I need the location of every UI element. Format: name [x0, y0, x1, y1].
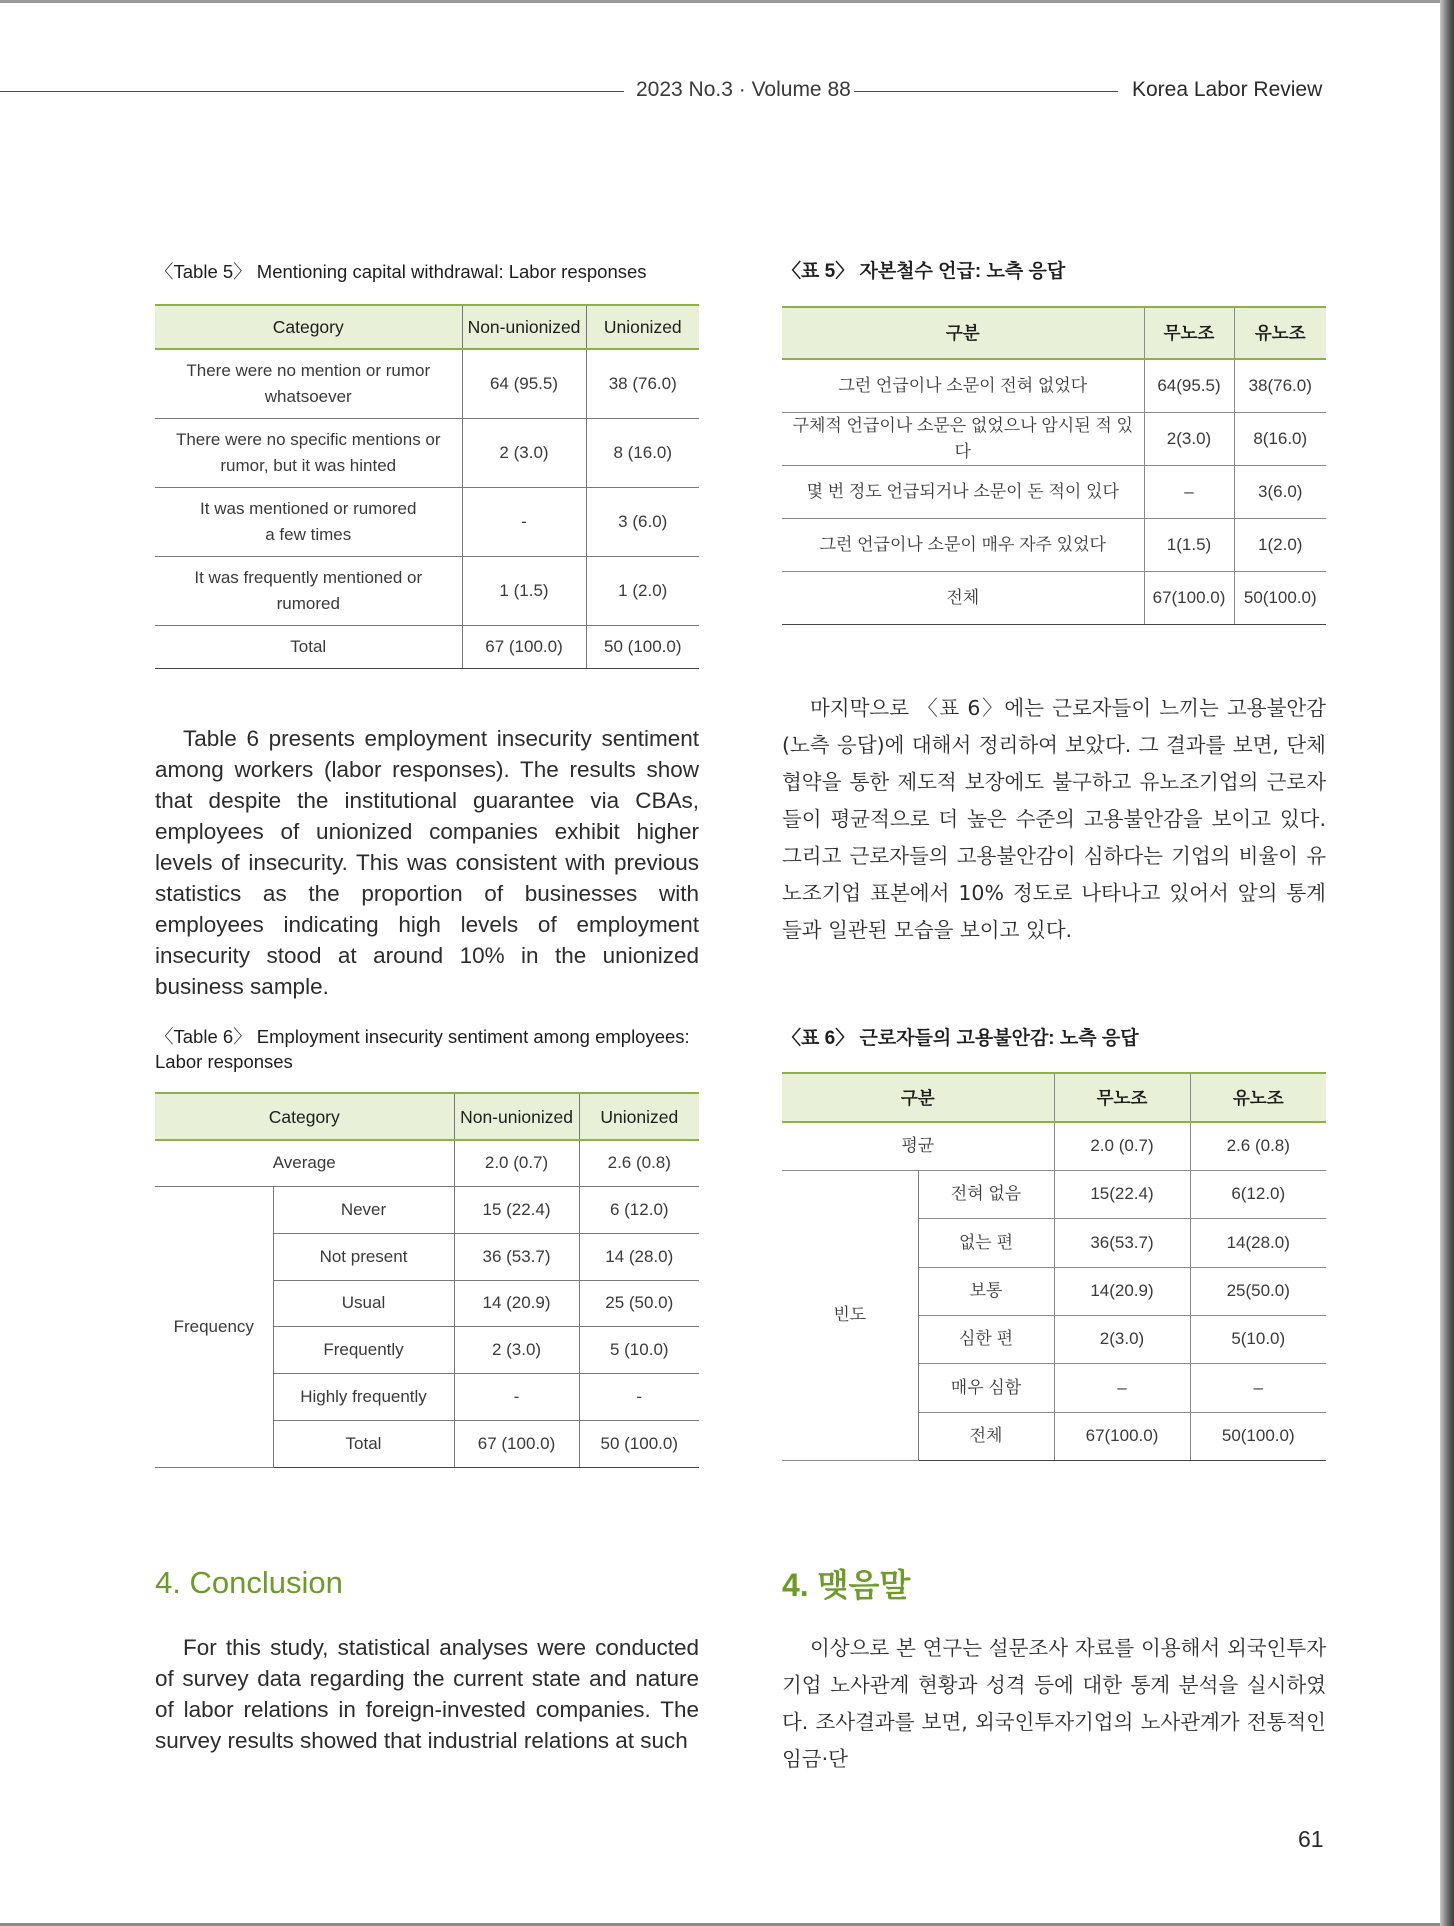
table5-en-cell: 1 (1.5) [462, 556, 586, 625]
table6-en-cell: 15 (22.4) [454, 1186, 579, 1233]
table6-ko-row-label: 전혀 없음 [918, 1170, 1054, 1218]
table6-ko-cell: 14(20.9) [1054, 1267, 1190, 1315]
table5-en-header-non: Non-unionized [462, 305, 586, 349]
table5-ko-cell: 1(1.5) [1144, 518, 1234, 571]
header-rule-left [0, 91, 624, 92]
label-line: a few times [265, 524, 352, 544]
table5-ko-cell: 50(100.0) [1234, 571, 1326, 624]
table6-ko-cell: 25(50.0) [1190, 1267, 1326, 1315]
table6-ko-cell: – [1054, 1363, 1190, 1412]
table5-en-cell: 3 (6.0) [586, 487, 699, 556]
table6-ko-row-label: 심한 편 [918, 1315, 1054, 1363]
table6-en-header-non: Non-unionized [454, 1093, 579, 1140]
table6-en-row-label: Total [273, 1420, 454, 1467]
header-journal: Korea Labor Review [1132, 78, 1323, 101]
table6-ko-cell: 2.0 (0.7) [1054, 1122, 1190, 1170]
table5-ko-cell: 2(3.0) [1144, 412, 1234, 465]
table6-ko-cell: 2(3.0) [1054, 1315, 1190, 1363]
caption-line: 〈Table 6〉 Employment insecurity sentiment among employees: [155, 1026, 690, 1047]
table6-ko-cell: 2.6 (0.8) [1190, 1122, 1326, 1170]
running-header [0, 78, 1326, 104]
table6-ko-cell: 5(10.0) [1190, 1315, 1326, 1363]
table-row [782, 1170, 1326, 1218]
table-row [155, 1186, 699, 1233]
table5-ko-cell: 1(2.0) [1234, 518, 1326, 571]
table6-ko-row-label: 전체 [918, 1412, 1054, 1460]
table6-en-row-label: Highly frequently [273, 1373, 454, 1420]
table5-en-cell: 64 (95.5) [462, 349, 586, 418]
table6-en-cell: 14 (20.9) [454, 1280, 579, 1326]
table5-ko-caption: 〈표 5〉 자본철수 언급: 노측 응답 [782, 261, 1066, 282]
section-title-ko: 4. 맺음말 [782, 1567, 911, 1603]
label-line: whatsoever [264, 386, 352, 406]
table6-en-cell: 6 (12.0) [579, 1186, 699, 1233]
table6-en-cell: - [454, 1373, 579, 1420]
header-rule-right [854, 91, 1118, 92]
table5-en [155, 304, 699, 669]
table5-ko-cell: 8(16.0) [1234, 412, 1326, 465]
table6-ko-header-category: 구분 [782, 1073, 1054, 1122]
table5-en-cell: 1 (2.0) [586, 556, 699, 625]
table5-ko-row-label: 구체적 언급이나 소문은 없었으나 암시된 적 있다 [782, 412, 1144, 465]
table6-en-cell: 14 (28.0) [579, 1233, 699, 1280]
table5-en-cell: 38 (76.0) [586, 349, 699, 418]
table5-ko-row-label: 그런 언급이나 소문이 전혀 없었다 [782, 359, 1144, 412]
table6-en-cell: 2 (3.0) [454, 1326, 579, 1373]
label-line: It was frequently mentioned or [194, 567, 423, 587]
label-line: It was mentioned or rumored [200, 498, 417, 518]
table5-en-caption: 〈Table 5〉 Mentioning capital withdrawal: Labor responses [155, 261, 647, 282]
table5-en-cell: 8 (16.0) [586, 418, 699, 487]
table6-ko-cell: 36(53.7) [1054, 1218, 1190, 1267]
table-row [155, 1140, 699, 1186]
table5-ko-row-label: 그런 언급이나 소문이 매우 자주 있었다 [782, 518, 1144, 571]
table-row [155, 349, 699, 418]
table-row [782, 571, 1326, 624]
table-row [155, 418, 699, 487]
table6-ko-cell: 50(100.0) [1190, 1412, 1326, 1460]
table6-en-cell: 2.0 (0.7) [454, 1140, 579, 1186]
table6-en-header-category: Category [155, 1093, 454, 1140]
table6-ko-row-label: 없는 편 [918, 1218, 1054, 1267]
table5-ko-row-label: 몇 번 정도 언급되거나 소문이 돈 적이 있다 [782, 465, 1144, 518]
table5-ko-cell: 67(100.0) [1144, 571, 1234, 624]
table5-ko-row-label: 전체 [782, 571, 1144, 624]
table5-en-cell: 2 (3.0) [462, 418, 586, 487]
table6-en-row-label: Never [273, 1186, 454, 1233]
table-row [782, 518, 1326, 571]
table5-en-row-label [155, 487, 462, 556]
table6-en-cell: 2.6 (0.8) [579, 1140, 699, 1186]
page-edge-shadow [1440, 0, 1454, 1926]
paragraph-ko-text: 마지막으로 〈표 6〉에는 근로자들이 느끼는 고용불안감(노측 응답)에 대해서 정리하여 보았다. 그 결과를 보면, 단체협약을 통한 제도적 보장에도 불구하고 유노조기업의 근로자들이 평균적으로 더 높은 수준의 고용불안감을 보이고 있다. 그리고 근로자들의 고용불안감이 심하다는 기업의 비율이 유노조기업 표본에서 10% 정도로 나타나고 있어서 앞의 통계들과 일관된 모습을 보이고 있다. [782, 696, 1326, 942]
page-number: 61 [1298, 1826, 1324, 1852]
table5-ko-header-uni: 유노조 [1234, 307, 1326, 359]
label-line: rumored [276, 593, 340, 613]
table6-en-cell: 67 (100.0) [454, 1420, 579, 1467]
paragraph-ko [782, 690, 1326, 949]
table5-en-cell: 50 (100.0) [586, 625, 699, 668]
table5-ko-header-non: 무노조 [1144, 307, 1234, 359]
table6-ko [782, 1072, 1326, 1461]
table5-ko-cell: 64(95.5) [1144, 359, 1234, 412]
table5-ko [782, 306, 1326, 625]
table5-en-row-label [155, 556, 462, 625]
table6-ko-header-uni: 유노조 [1190, 1073, 1326, 1122]
table5-ko-cell: 38(76.0) [1234, 359, 1326, 412]
table6-en [155, 1092, 699, 1468]
label-line: There were no specific mentions or [175, 429, 441, 449]
table5-ko-header-category: 구분 [782, 307, 1144, 359]
table-row [155, 625, 699, 668]
table5-en-row-label [155, 418, 462, 487]
table5-en-total-label: Total [155, 625, 462, 668]
paragraph-en-text: Table 6 presents employment insecurity sentiment among workers (labor responses). The results show that despite the institutional guarantee via CBAs, employees of unionized companies exhibit higher levels of insecurity. This was consistent with previous statistics as the proportion of businesses with employees indicating high levels of employment insecurity stood at around 10% in the unionized business sample. [155, 726, 699, 999]
table6-en-cell: 5 (10.0) [579, 1326, 699, 1373]
table6-en-caption [155, 1024, 690, 1074]
table6-ko-cell: 67(100.0) [1054, 1412, 1190, 1460]
table6-ko-average-label: 평균 [782, 1122, 1054, 1170]
table-row [782, 359, 1326, 412]
table6-en-group-label: Frequency [155, 1186, 273, 1467]
table6-ko-cell: 15(22.4) [1054, 1170, 1190, 1218]
table5-en-header-uni: Unionized [586, 305, 699, 349]
table5-en-cell: - [462, 487, 586, 556]
table-row [782, 465, 1326, 518]
table6-en-cell: 36 (53.7) [454, 1233, 579, 1280]
table-row [155, 487, 699, 556]
table6-ko-header-non: 무노조 [1054, 1073, 1190, 1122]
section-title-en: 4. Conclusion [155, 1565, 343, 1600]
table6-ko-row-label: 보통 [918, 1267, 1054, 1315]
conclusion-ko-text: 이상으로 본 연구는 설문조사 자료를 이용해서 외국인투자기업 노사관계 현황과 성격 등에 대한 통계 분석을 실시하였다. 조사결과를 보면, 외국인투자기업의 노사관계가 전통적인 임금·단 [782, 1636, 1326, 1771]
table6-en-header-uni: Unionized [579, 1093, 699, 1140]
table6-ko-cell: – [1190, 1363, 1326, 1412]
table5-en-row-label [155, 349, 462, 418]
table6-en-average-label: Average [155, 1140, 454, 1186]
table6-en-cell: 25 (50.0) [579, 1280, 699, 1326]
table-row [782, 1122, 1326, 1170]
label-line: There were no mention or rumor [186, 360, 431, 380]
table6-en-cell: 50 (100.0) [579, 1420, 699, 1467]
page-edge-top [0, 0, 1440, 3]
table5-en-cell: 67 (100.0) [462, 625, 586, 668]
conclusion-en [155, 1632, 699, 1756]
table6-ko-row-label: 매우 심함 [918, 1363, 1054, 1412]
table6-ko-cell: 14(28.0) [1190, 1218, 1326, 1267]
label-line: rumor, but it was hinted [220, 455, 397, 475]
table5-ko-cell: – [1144, 465, 1234, 518]
table6-en-row-label: Usual [273, 1280, 454, 1326]
table6-en-row-label: Not present [273, 1233, 454, 1280]
header-issue: 2023 No.3 · Volume 88 [636, 78, 851, 101]
paragraph-en [155, 723, 699, 1002]
table6-en-row-label: Frequently [273, 1326, 454, 1373]
table-row [782, 412, 1326, 465]
table6-en-cell: - [579, 1373, 699, 1420]
table6-ko-caption: 〈표 6〉 근로자들의 고용불안감: 노측 응답 [782, 1028, 1139, 1049]
conclusion-ko [782, 1630, 1326, 1778]
caption-line: Labor responses [155, 1051, 293, 1072]
table5-ko-cell: 3(6.0) [1234, 465, 1326, 518]
table5-en-header-category: Category [155, 305, 462, 349]
table6-ko-group-label: 빈도 [782, 1170, 918, 1460]
table-row [155, 556, 699, 625]
conclusion-en-text: For this study, statistical analyses were conducted of survey data regarding the current state and nature of labor relations in foreign-invested companies. The survey results showed that industrial relations at such [155, 1635, 699, 1753]
table6-ko-cell: 6(12.0) [1190, 1170, 1326, 1218]
